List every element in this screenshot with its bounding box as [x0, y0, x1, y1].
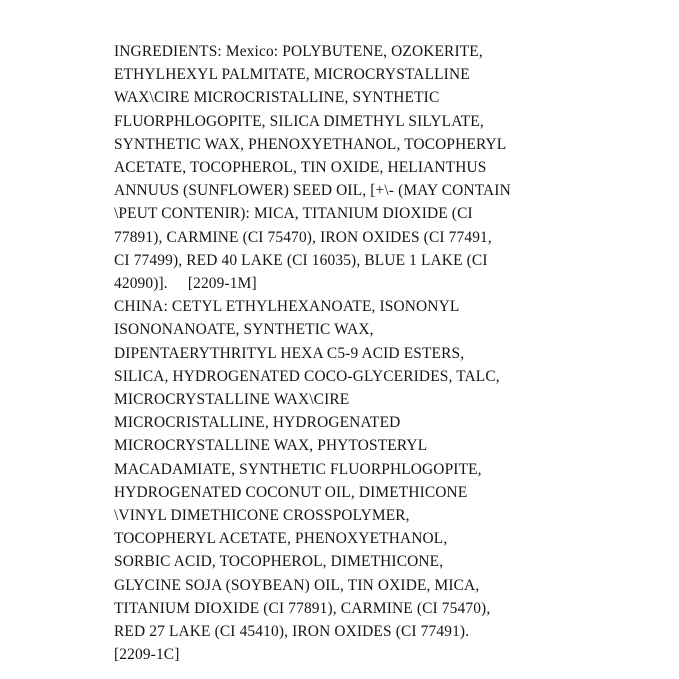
ingredients-line: RED 27 LAKE (CI 45410), IRON OXIDES (CI 77491). [114, 623, 470, 641]
ingredients-line: MICROCRYSTALLINE WAX, PHYTOSTERYL [114, 437, 428, 455]
ingredients-line: CHINA: CETYL ETHYLHEXANOATE, ISONONYL [114, 298, 460, 316]
ingredients-line: INGREDIENTS: Mexico: POLYBUTENE, OZOKERITE, [114, 43, 483, 60]
ingredients-line: CI 77499), RED 40 LAKE (CI 16035), BLUE 1 LAKE (CI [114, 251, 488, 269]
ingredients-line: SORBIC ACID, TOCOPHEROL, DIMETHICONE, [114, 553, 444, 571]
ingredients-line: ACETATE, TOCOPHEROL, TIN OXIDE, HELIANTHUS [114, 159, 487, 177]
ingredients-line: DIPENTAERYTHRITYL HEXA C5-9 ACID ESTERS, [114, 344, 465, 362]
ingredients-line: \VINYL DIMETHICONE CROSSPOLYMER, [114, 507, 410, 525]
ingredients-line: FLUORPHLOGOPITE, SILICA DIMETHYL SILYLATE, [114, 112, 484, 130]
ingredients-line: [2209-1C] [114, 646, 180, 664]
ingredients-line: HYDROGENATED COCONUT OIL, DIMETHICONE [114, 483, 468, 501]
ingredients-line: WAX\CIRE MICROCRISTALLINE, SYNTHETIC [114, 89, 440, 107]
ingredients-line: SYNTHETIC WAX, PHENOXYETHANOL, TOCOPHERYL [114, 135, 507, 153]
ingredients-line: ANNUUS (SUNFLOWER) SEED OIL, [+\- (MAY CONTAIN [114, 182, 511, 200]
ingredients-line: MICROCRISTALLINE, HYDROGENATED [114, 414, 401, 432]
ingredients-line: ISONONANOATE, SYNTHETIC WAX, [114, 321, 374, 339]
ingredients-line: 77891), CARMINE (CI 75470), IRON OXIDES (CI 77491, [114, 228, 492, 246]
ingredients-line: GLYCINE SOJA (SOYBEAN) OIL, TIN OXIDE, MICA, [114, 576, 480, 594]
ingredients-line: \PEUT CONTENIR): MICA, TITANIUM DIOXIDE (CI [114, 205, 473, 223]
ingredients-line: ETHYLHEXYL PALMITATE, MICROCRYSTALLINE [114, 66, 470, 84]
ingredients-line: MICROCRYSTALLINE WAX\CIRE [114, 391, 350, 409]
ingredients-line: SILICA, HYDROGENATED COCO-GLYCERIDES, TALC, [114, 367, 500, 385]
ingredients-text-block [114, 40, 584, 666]
ingredients-line: 42090)]. [2209-1M] [114, 275, 257, 293]
ingredients-line: TOCOPHERYL ACETATE, PHENOXYETHANOL, [114, 530, 448, 548]
ingredients-line: TITANIUM DIOXIDE (CI 77891), CARMINE (CI 75470), [114, 599, 491, 617]
ingredients-line: MACADAMIATE, SYNTHETIC FLUORPHLOGOPITE, [114, 460, 482, 478]
